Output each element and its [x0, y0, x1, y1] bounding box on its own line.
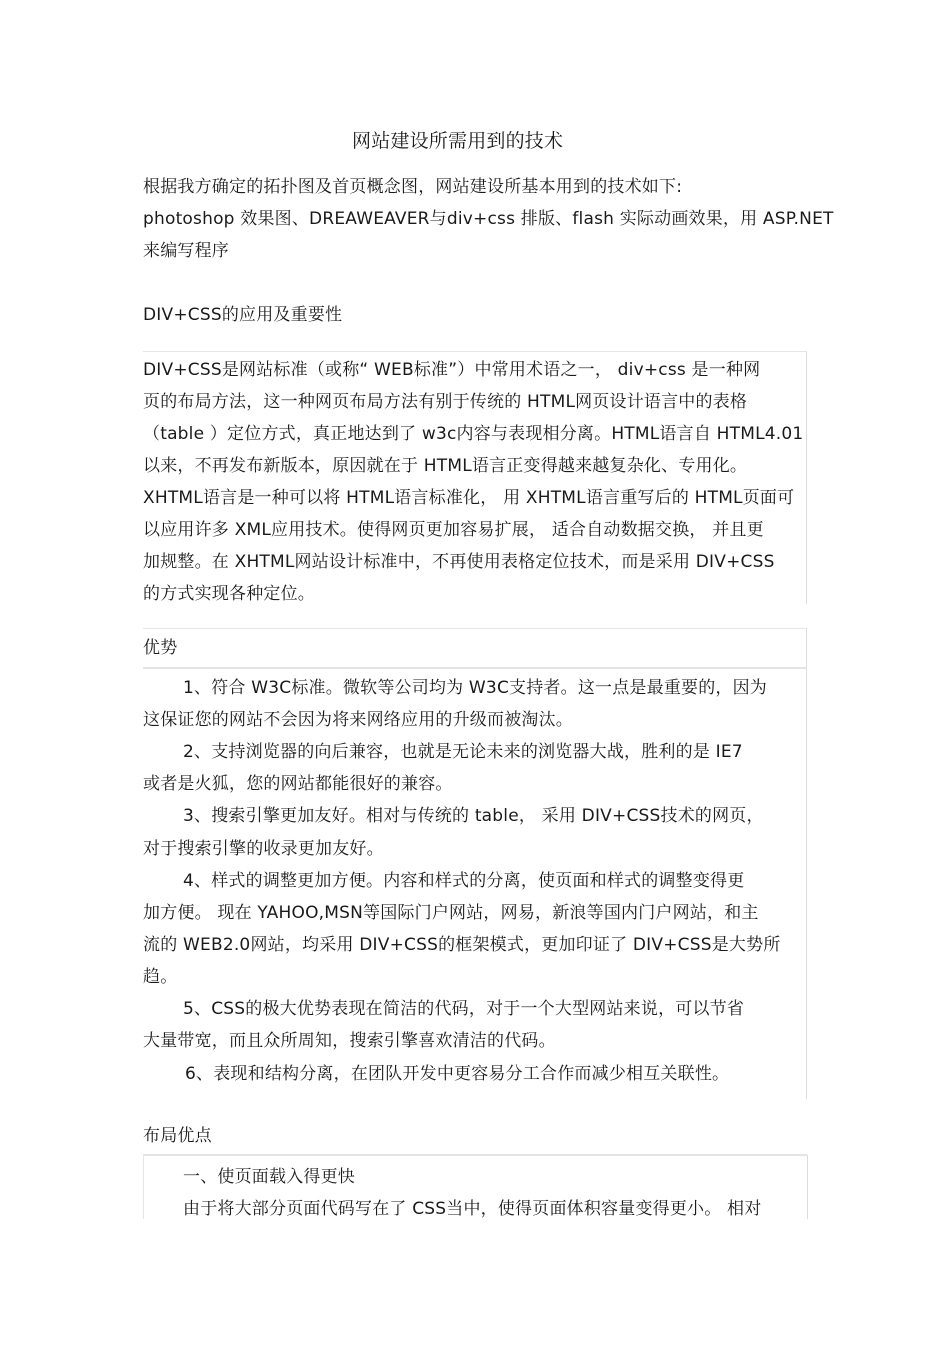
- paragraph-line: （table ）定位方式，真正地达到了 w3c内容与表现相分离。HTML语言自 HTML4.01: [143, 424, 804, 444]
- advantage-line: 3、搜索引擎更加友好。相对与传统的 table， 采用 DIV+CSS技术的网页，: [183, 806, 764, 826]
- advantage-line: 对于搜索引擎的收录更加友好。: [143, 839, 384, 859]
- paragraph-line: DIV+CSS是网站标准（或称“ WEB标准”）中常用术语之一， div+css 是一种网: [143, 360, 761, 380]
- divider: [143, 667, 807, 669]
- advantage-line: 加方便。 现在 YAHOO,MSN等国际门户网站，网易，新浪等国内门户网站，和主: [143, 903, 759, 923]
- section-heading-advantages: 优势: [143, 638, 178, 658]
- layout-line: 由于将大部分页面代码写在了 CSS当中，使得页面体积容量变得更小。 相对: [183, 1199, 762, 1219]
- advantage-line: 2、支持浏览器的向后兼容，也就是无论未来的浏览器大战，胜利的是 IE7: [183, 742, 743, 762]
- advantage-line: 这保证您的网站不会因为将来网络应用的升级而被淘汰。: [143, 710, 573, 730]
- paragraph-line: 以应用许多 XML应用技术。使得网页更加容易扩展， 适合自动数据交换， 并且更: [143, 520, 764, 540]
- page-title: 网站建设所需用到的技术: [352, 130, 564, 152]
- paragraph-line: 的方式实现各种定位。: [143, 584, 315, 604]
- advantage-line: 流的 WEB2.0网站，均采用 DIV+CSS的框架模式，更加印证了 DIV+CSS是大势所: [143, 935, 781, 955]
- paragraph-line: 加规整。在 XHTML网站设计标准中，不再使用表格定位技术，而是采用 DIV+CSS: [143, 552, 775, 572]
- paragraph-line: 页的布局方法，这一种网页布局方法有别于传统的 HTML网页设计语言中的表格: [143, 392, 748, 412]
- advantage-line: 1、符合 W3C标准。微软等公司均为 W3C支持者。这一点是最重要的，因为: [183, 678, 768, 698]
- intro-line: 来编写程序: [143, 241, 229, 261]
- advantage-line: 5、CSS的极大优势表现在简洁的代码，对于一个大型网站来说，可以节省: [183, 999, 745, 1019]
- section-heading-layout: 布局优点: [143, 1126, 212, 1146]
- intro-line: photoshop 效果图、DREAWEAVER与div+css 排版、flash 实际动画效果，用 ASP.NET: [143, 209, 834, 229]
- advantage-line: 或者是火狐，您的网站都能很好的兼容。: [143, 774, 453, 794]
- paragraph-line: 以来，不再发布新版本，原因就在于 HTML语言正变得越来越复杂化、专用化。: [143, 456, 748, 476]
- section-heading-divcss: DIV+CSS的应用及重要性: [143, 305, 343, 325]
- advantage-line: 4、样式的调整更加方便。内容和样式的分离，使页面和样式的调整变得更: [183, 871, 745, 891]
- intro-line: 根据我方确定的拓扑图及首页概念图，网站建设所基本用到的技术如下:: [143, 177, 683, 197]
- paragraph-line: XHTML语言是一种可以将 HTML语言标准化， 用 XHTML语言重写后的 HTML页面可: [143, 488, 795, 508]
- advantage-line: 大量带宽，而且众所周知，搜索引擎喜欢清洁的代码。: [143, 1031, 556, 1051]
- advantage-line: 趋。: [143, 967, 178, 987]
- advantage-line: 6、表现和结构分离，在团队开发中更容易分工合作而减少相互关联性。: [185, 1064, 730, 1084]
- layout-line: 一、使页面载入得更快: [183, 1167, 355, 1187]
